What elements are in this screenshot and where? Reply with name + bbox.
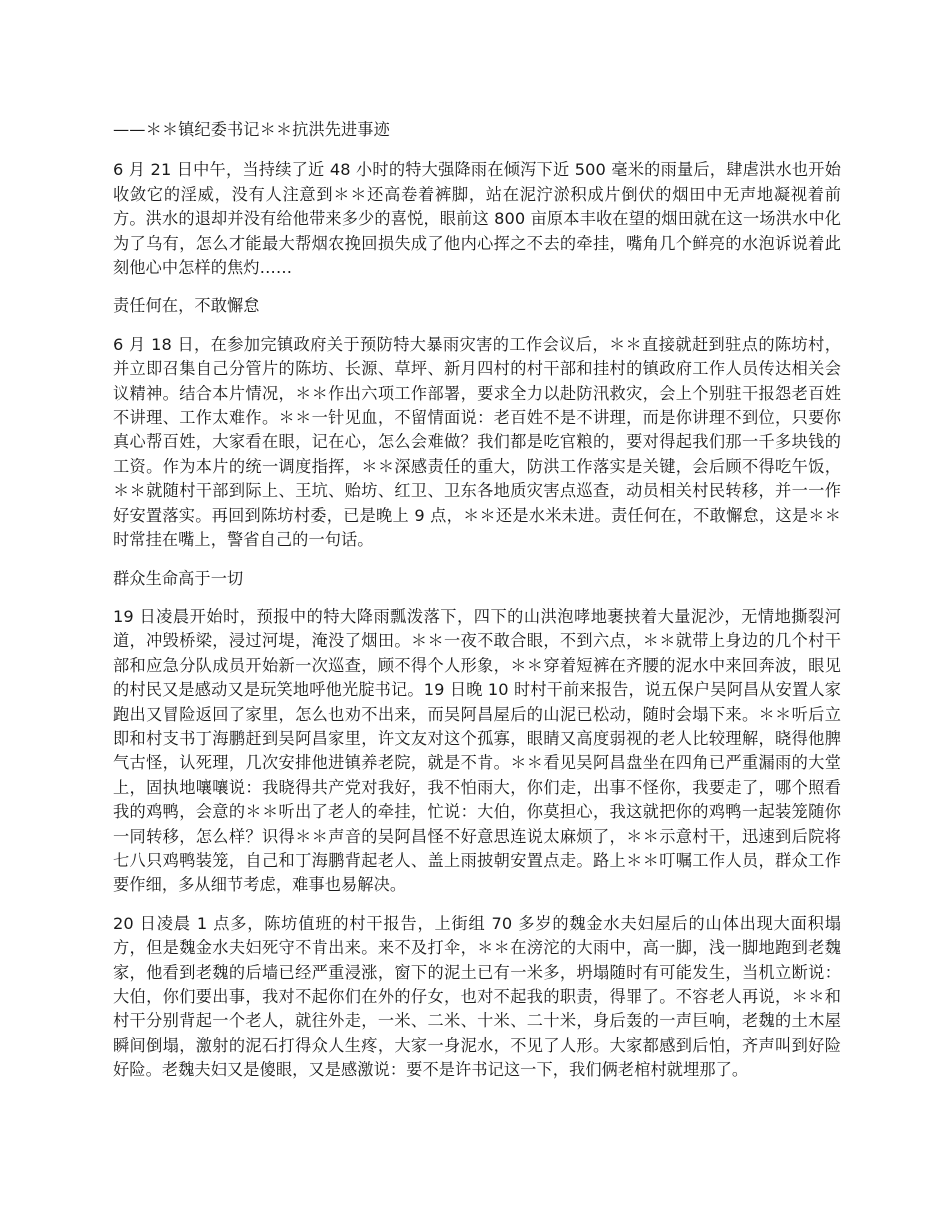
section-heading-people-first: 群众生命高于一切 [113, 568, 244, 588]
paragraph-intro: 6 月 21 日中午，当持续了近 48 小时的特大强降雨在倾泻下近 500 毫米的雨量后，肆虐洪水也开始收敛它的淫威，没有人注意到＊＊还高卷着裤脚，站在泥泞淤积成片倒伏的烟田中无声地凝视着前方。洪水的退却并没有给他带来多少的喜悦，眼前这 800 亩原本丰收在望的烟田就在这一场洪水中化为了乌有，怎么才能最大帮烟农挽回损失成了他内心挥之不去的牵挂，嘴角几个鲜亮的水泡诉说着此刻他心中怎样的焦灼…… [113, 160, 841, 278]
document-page [113, 118, 841, 1097]
document-subtitle: ——＊＊镇纪委书记＊＊抗洪先进事迹 [113, 120, 390, 139]
section-heading-responsibility: 责任何在，不敢懈怠 [113, 296, 260, 316]
paragraph-rescue-wu: 19 日凌晨开始时，预报中的特大降雨瓢泼落下，四下的山洪泡哮地裹挟着大量泥沙，无情地撕裂河道，冲毁桥梁，浸过河堤，淹没了烟田。＊＊一夜不敢合眼，不到六点，＊＊就带上身边的几个村干部和应急分队成员开始新一次巡查，顾不得个人形象，＊＊穿着短裤在齐腰的泥水中来回奔波，眼见的村民又是感动又是玩笑地呼他光腚书记。19 日晚 10 时村干前来报告，说五保户吴阿昌从安置人家跑出又冒险返回了家里，怎么也劝不出来，而吴阿昌屋后的山泥已松动，随时会塌下来。＊＊听后立即和村支书丁海鹏赶到吴阿昌家里，许文友对这个孤寡，眼睛又高度弱视的老人比较理解，晓得他脾气古怪，认死理，几次安排他进镇养老院，就是不肯。＊＊看见吴阿昌盘坐在四角已严重漏雨的大堂上，固执地嚷嚷说：我晓得共产党对我好，我不怕雨大，你们走，出事不怪你，我要走了，哪个照看我的鸡鸭，会意的＊＊听出了老人的牵挂，忙说：大伯，你莫担心，我这就把你的鸡鸭一起装笼随你一同转移，怎么样？识得＊＊声音的吴阿昌怪不好意思连说太麻烦了，＊＊示意村干，迅速到后院将七八只鸡鸭装笼，自己和丁海鹏背起老人、盖上雨披朝安置点走。路上＊＊叮嘱工作人员，群众工作要作细，多从细节考虑，难事也易解决。 [113, 606, 841, 895]
paragraph-responsibility: 6 月 18 日，在参加完镇政府关于预防特大暴雨灾害的工作会议后，＊＊直接就赶到驻点的陈坊村，并立即召集自己分管片的陈坊、长源、草坪、新月四村的村干部和挂村的镇政府工作人员传达相关会议精神。结合本片情况，＊＊作出六项工作部署，要求全力以赴防汛救灾，会上个别驻干报怨老百姓不讲理、工作太难作。＊＊一针见血，不留情面说：老百姓不是不讲理，而是你讲理不到位，只要你真心帮百姓，大家看在眼，记在心，怎么会难做？我们都是吃官粮的，要对得起我们那一千多块钱的工资。作为本片的统一调度指挥，＊＊深感责任的重大，防洪工作落实是关键，会后顾不得吃午饭，＊＊就随村干部到际上、王坑、贻坊、红卫、卫东各地质灾害点巡查，动员相关村民转移，并一一作好安置落实。再回到陈坊村委，已是晚上 9 点，＊＊还是水米未进。责任何在，不敢懈怠，这是＊＊时常挂在嘴上，警省自己的一句话。 [113, 334, 841, 550]
paragraph-rescue-wei: 20 日凌晨 1 点多，陈坊值班的村干报告，上街组 70 多岁的魏金水夫妇屋后的山体出现大面积塌方，但是魏金水夫妇死守不肯出来。来不及打伞，＊＊在滂沱的大雨中，高一脚，浅一脚地跑到老魏家，他看到老魏的后墙已经严重浸涨，窗下的泥土已有一米多，坍塌随时有可能发生，当机立断说：大伯，你们要出事，我对不起你们在外的仔女，也对不起我的职责，得罪了。不容老人再说，＊＊和村干分别背起一个老人，就往外走，一米、二米、十米、二十米，身后轰的一声巨响，老魏的土木屋瞬间倒塌，激射的泥石打得众人生疼，大家一身泥水，不见了人形。大家都感到后怕，齐声叫到好险好险。老魏夫妇又是傻眼，又是感激说：要不是许书记这一下，我们俩老棺村就埋那了。 [113, 913, 841, 1080]
